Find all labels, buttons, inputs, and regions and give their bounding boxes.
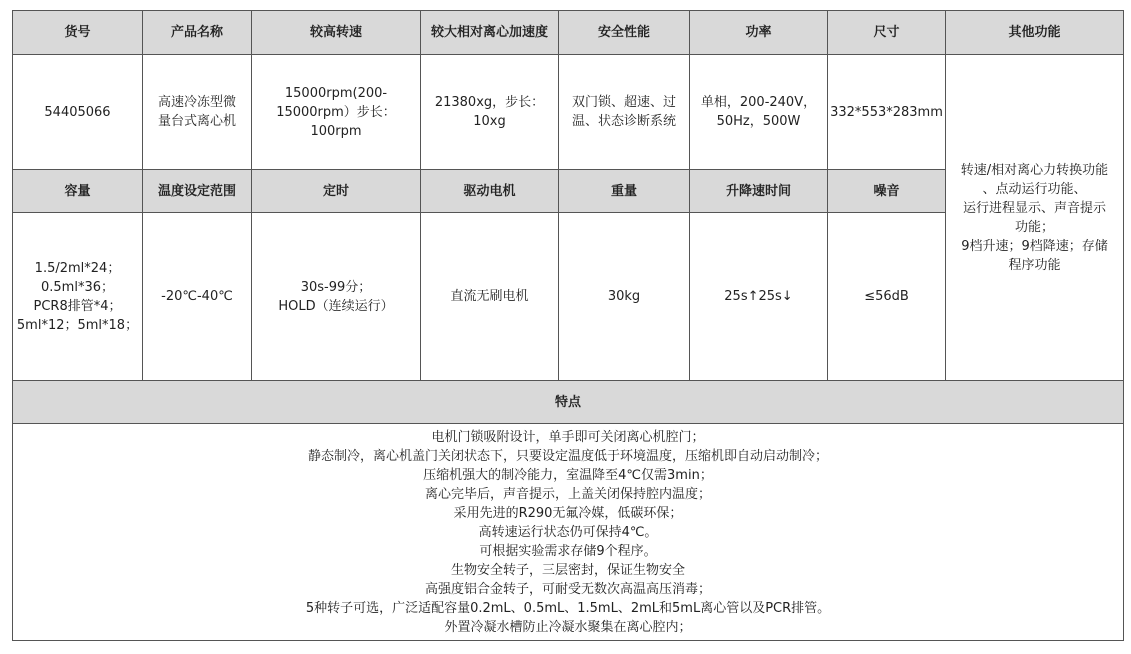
- other-functions-value: [946, 55, 1124, 381]
- header-size: 尺寸: [828, 11, 946, 55]
- item-no-value: 54405066: [13, 55, 143, 170]
- max-rcf-line: 21380xg，步长：: [434, 95, 545, 110]
- header-capacity: 容量: [13, 170, 143, 213]
- product-name-line: 量台式离心机: [157, 114, 236, 129]
- feature-line: 压缩机强大的制冷能力，室温降至4℃仅需3min；: [423, 467, 713, 483]
- power-value: [690, 55, 828, 170]
- other-functions-line: 程序功能: [1008, 257, 1061, 273]
- header-max-rcf: 较大相对离心加速度: [421, 11, 559, 55]
- ramp-time-value: 25s↑25s↓: [690, 213, 828, 381]
- weight-value: 30kg: [559, 213, 690, 381]
- feature-line: 高强度铝合金转子，可耐受无数次高温高压消毒；: [424, 581, 711, 597]
- header-other-functions: 其他功能: [946, 11, 1124, 55]
- other-functions-line: 转速/相对离心力转换功能: [960, 162, 1109, 178]
- feature-line: 生物安全转子，三层密封，保证生物安全: [450, 562, 685, 578]
- safety-line: 双门锁、超速、过: [571, 95, 676, 110]
- header-motor: 驱动电机: [421, 170, 559, 213]
- timer-line: 30s-99分；: [300, 279, 372, 295]
- size-value: 332*553*283mm: [828, 55, 946, 170]
- other-functions-line: 、点动运行功能、: [982, 181, 1087, 197]
- feature-line: 外置冷凝水槽防止冷凝水聚集在离心腔内；: [444, 619, 692, 635]
- value-row-1: [13, 55, 1124, 170]
- feature-line: 高转速运行状态仍可保持4℃。: [478, 524, 658, 540]
- features-row: [13, 424, 1124, 641]
- max-speed-value: [252, 55, 421, 170]
- spec-table: [12, 10, 1124, 641]
- features-list: [13, 424, 1124, 641]
- other-functions-line: 9档升速；9档降速；存储: [961, 238, 1108, 254]
- power-line: 单相，200-240V，: [700, 95, 817, 110]
- feature-line: 静态制冷，离心机盖门关闭状态下，只要设定温度低于环境温度，压缩机即自动启动制冷；: [307, 448, 828, 464]
- safety-line: 温、状态诊断系统: [571, 114, 676, 129]
- header-product-name: 产品名称: [143, 11, 252, 55]
- motor-value: 直流无刷电机: [421, 213, 559, 381]
- feature-line: 5种转子可选，广泛适配容量0.2mL、0.5mL、1.5mL、2mL和5mL离心管以及PCR排管。: [305, 600, 831, 616]
- header-safety: 安全性能: [559, 11, 690, 55]
- max-speed-line: 100rpm: [310, 123, 362, 139]
- header-max-speed: 较高转速: [252, 11, 421, 55]
- product-name-value: [143, 55, 252, 170]
- capacity-line: 0.5ml*36；: [41, 279, 114, 295]
- other-functions-line: 功能；: [1014, 219, 1054, 235]
- header-weight: 重量: [559, 170, 690, 213]
- header-noise: 噪音: [828, 170, 946, 213]
- safety-value: [559, 55, 690, 170]
- feature-line: 可根据实验需求存储9个程序。: [479, 543, 657, 559]
- max-speed-line: 15000rpm(200-: [284, 85, 388, 101]
- header-temp-range: 温度设定范围: [143, 170, 252, 213]
- timer-value: [252, 213, 421, 381]
- other-functions-line: 运行进程显示、声音提示: [962, 200, 1106, 216]
- capacity-line: 5ml*12；5ml*18；: [16, 317, 139, 333]
- capacity-line: 1.5/2ml*24；: [34, 260, 121, 276]
- max-rcf-line: 10xg: [473, 114, 506, 129]
- feature-line: 采用先进的R290无氟冷媒，低碳环保；: [453, 505, 683, 521]
- header-item-no: 货号: [13, 11, 143, 55]
- features-header-row: [13, 381, 1124, 424]
- timer-line: HOLD（连续运行）: [278, 298, 394, 314]
- noise-value: ≤56dB: [828, 213, 946, 381]
- product-name-line: 高速冷冻型微: [157, 95, 236, 110]
- header-ramp-time: 升降速时间: [690, 170, 828, 213]
- max-rcf-value: [421, 55, 559, 170]
- feature-line: 电机门锁吸附设计，单手即可关闭离心机腔门；: [431, 429, 705, 445]
- capacity-line: PCR8排管*4；: [33, 298, 122, 314]
- feature-line: 离心完毕后，声音提示，上盖关闭保持腔内温度；: [424, 486, 711, 502]
- header-row-1: [13, 11, 1124, 55]
- capacity-value: [13, 213, 143, 381]
- header-timer: 定时: [252, 170, 421, 213]
- header-power: 功率: [690, 11, 828, 55]
- max-speed-line: 15000rpm）步长：: [276, 104, 396, 120]
- features-title: 特点: [13, 381, 1124, 424]
- power-line: 50Hz，500W: [716, 114, 801, 129]
- temp-range-value: -20℃-40℃: [143, 213, 252, 381]
